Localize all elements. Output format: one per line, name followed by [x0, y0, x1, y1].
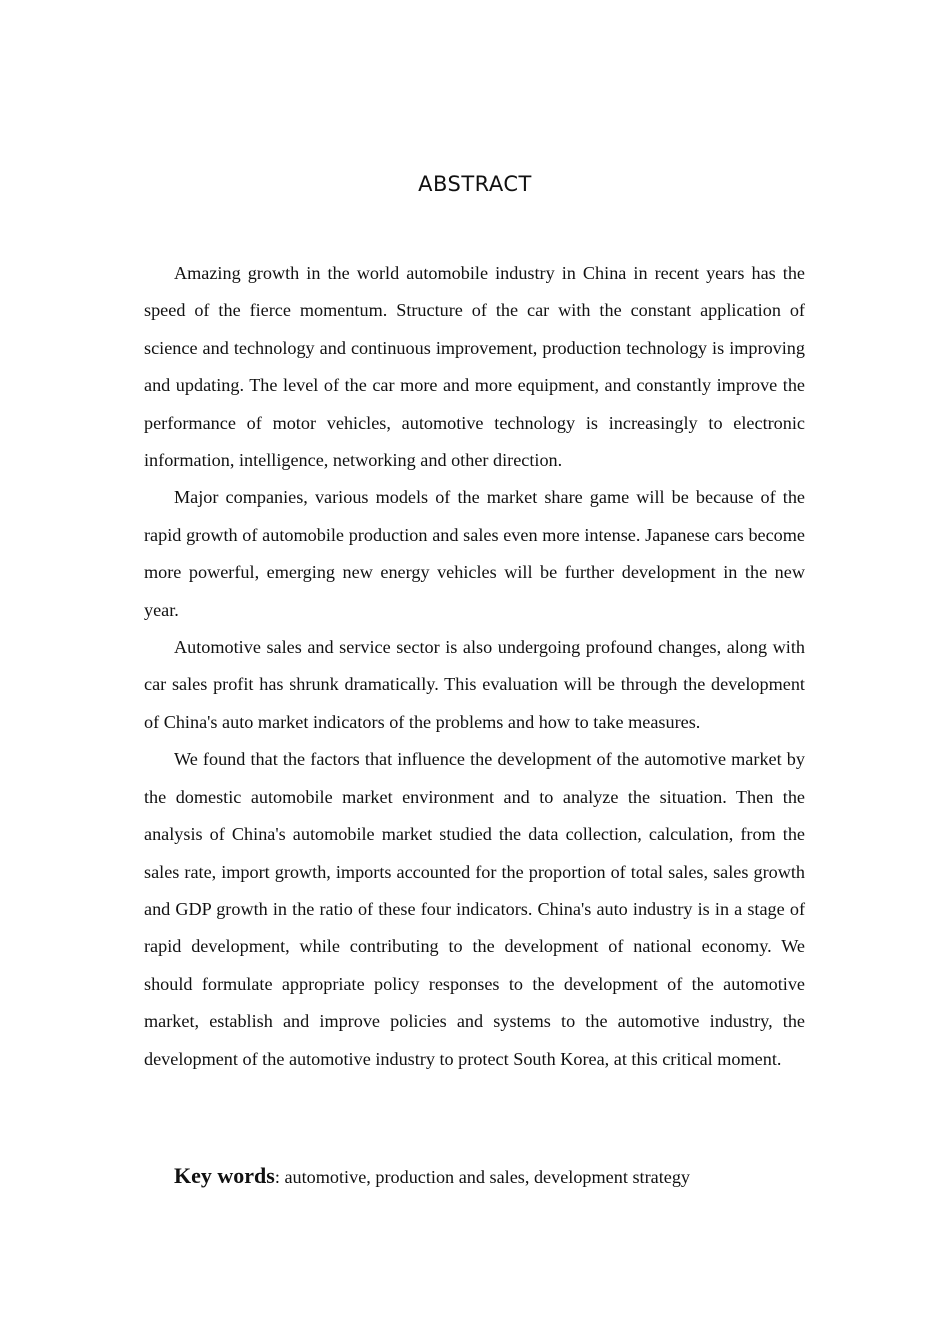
abstract-paragraph: Amazing growth in the world automobile industry in China in recent years has the speed of the fierce momentum. Structure of the car with the constant application of science and technology and continuous improvement, production technology is improving and updating. The level of the car more and more equipment, and constantly improve the performance of motor vehicles, automotive technology is increasingly to electronic information, intelligence, networking and other direction. [144, 263, 805, 471]
keywords-label: Key words [174, 1163, 275, 1188]
page-title: ABSTRACT [418, 172, 532, 196]
abstract-paragraph: We found that the factors that influence the development of the automotive market by the domestic automobile market environment and to analyze the situation. Then the analysis of China's automobile market studied the data collection, calculation, from the sales rate, import growth, imports accounted for the proportion of total sales, sales growth and GDP growth in the ratio of these four indicators. China's auto industry is in a stage of rapid development, while contributing to the development of national economy. We should formulate appropriate policy responses to the development of the automotive market, establish and improve policies and systems to the automotive industry, the development of the automotive industry to protect South Korea, at this critical moment. [144, 749, 805, 1069]
abstract-paragraph: Automotive sales and service sector is also undergoing profound changes, along with car sales profit has shrunk dramatically. This evaluation will be through the development of China's auto market indicators of the problems and how to take measures. [144, 637, 805, 732]
abstract-paragraph: Major companies, various models of the market share game will be because of the rapid growth of automobile production and sales even more intense. Japanese cars become more powerful, emerging new energy vehicles will be further development in the new year. [144, 487, 805, 620]
abstract-body [144, 255, 805, 1078]
keywords-line [174, 1160, 690, 1193]
keywords-text: automotive, production and sales, development strategy [284, 1167, 691, 1187]
keywords-separator: : [274, 1167, 285, 1187]
